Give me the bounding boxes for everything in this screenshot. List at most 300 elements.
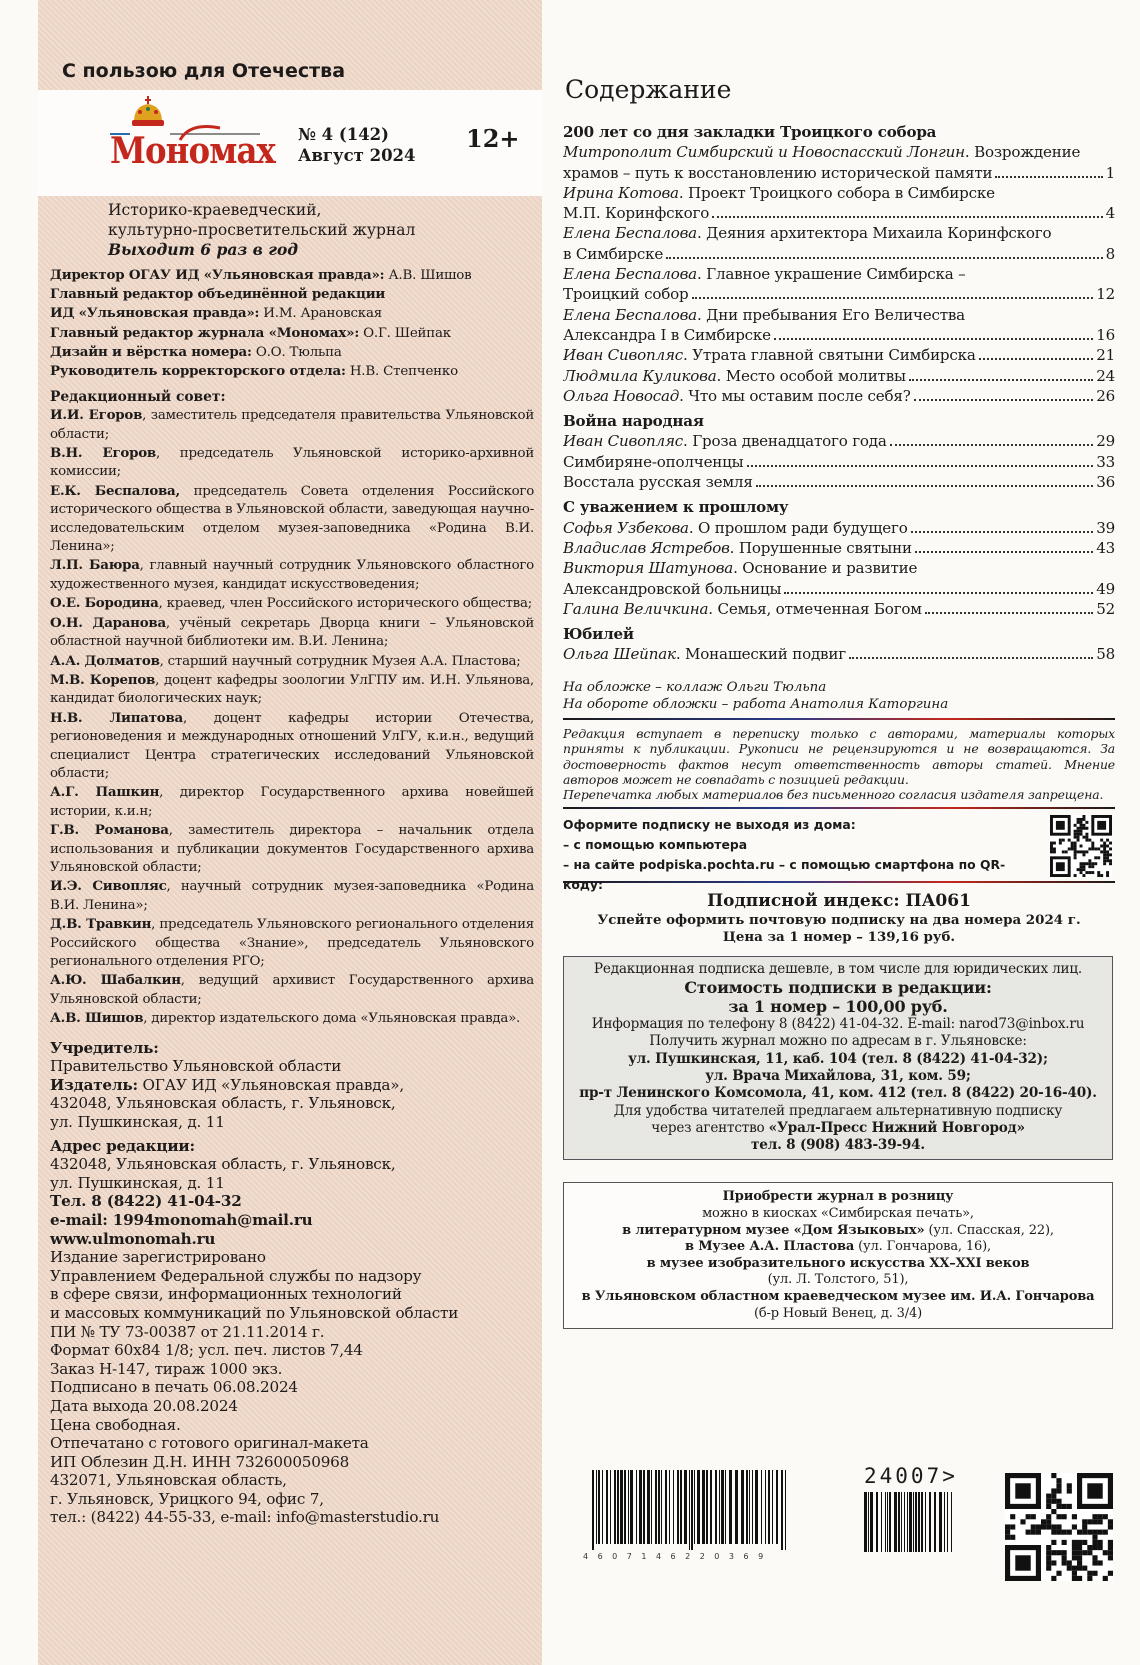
qr-module xyxy=(1092,1571,1097,1576)
qr-module xyxy=(1085,832,1088,835)
qr-module xyxy=(1108,1519,1113,1524)
qr-module xyxy=(1067,1530,1072,1535)
council-member xyxy=(50,1009,534,1028)
leader-dots xyxy=(849,657,1093,659)
council-member xyxy=(50,671,534,709)
barcode-bar xyxy=(661,1470,662,1544)
retail-venue: в литературном музее «Дом Языковых» xyxy=(622,1222,925,1238)
toc-article-title: . Монашеский подвиг xyxy=(675,645,846,664)
member-role: председатель Совета отделения Российского исторического общества в Ульяновской области, заведующая научно-исследовательским отделом музея-заповедника «Родина В.И. Ленина»; xyxy=(50,483,535,555)
qr-module xyxy=(1077,1530,1082,1535)
toc-entry-line xyxy=(563,142,1115,162)
subscription-intro: Редакционная подписка дешевле, в том числе для юридических лиц. xyxy=(593,960,1083,977)
qr-module xyxy=(1059,838,1062,841)
qr-module xyxy=(1067,1504,1072,1509)
toc-entry[interactable] xyxy=(563,366,1115,386)
toc-entry[interactable] xyxy=(563,386,1115,406)
toc-page-number: 49 xyxy=(1096,579,1115,598)
toc-article-title: в Симбирске xyxy=(563,244,664,263)
online-subscription-row xyxy=(563,815,1115,892)
qr-module xyxy=(1056,1504,1061,1509)
qr-module xyxy=(1074,824,1077,827)
member-name: М.В. Корепов xyxy=(50,671,156,688)
qr-module xyxy=(1067,1488,1072,1493)
qr-module xyxy=(1091,871,1094,874)
barcode-bar xyxy=(781,1470,783,1550)
qr-module xyxy=(1085,850,1088,853)
divider xyxy=(563,718,1115,720)
staff-role: Директор ОГАУ ИД «Ульяновская правда»: xyxy=(50,267,385,283)
barcode-bar xyxy=(658,1470,660,1544)
founder-label: Учредитель: xyxy=(50,1038,159,1057)
qr-module xyxy=(1100,844,1103,847)
toc-article-title: . Место особой молитвы xyxy=(716,366,906,385)
imprint-line: 432071, Ульяновская область, xyxy=(50,1471,287,1490)
qr-module xyxy=(1088,847,1091,850)
staff-row xyxy=(50,362,534,381)
member-role: , старший научный сотрудник Музея А.А. Пластова; xyxy=(159,653,521,669)
toc-page-number: 4 xyxy=(1105,204,1115,223)
leader-dots xyxy=(692,297,1094,299)
toc-entry-line xyxy=(563,264,1115,284)
subscription-price: за 1 номер – 100,00 руб. xyxy=(728,997,948,1017)
toc-entry[interactable] xyxy=(563,558,1115,599)
barcode-bar xyxy=(651,1470,652,1544)
toc-entry-line xyxy=(563,305,1115,325)
toc-entry[interactable] xyxy=(563,644,1115,664)
qr-module xyxy=(1103,856,1106,859)
council-member xyxy=(50,444,534,482)
publisher-address: 432048, Ульяновская область, г. Ульяновск, xyxy=(50,1094,396,1113)
leader-dots xyxy=(756,485,1094,487)
leader-dots xyxy=(925,612,1093,614)
toc-page-number: 21 xyxy=(1096,346,1115,365)
qr-module xyxy=(1082,865,1085,868)
toc-entry[interactable] xyxy=(563,142,1115,183)
barcode-bar xyxy=(721,1470,724,1544)
qr-module xyxy=(1072,1524,1077,1529)
qr-module xyxy=(1108,1571,1113,1576)
subscription-contact: Информация по телефону 8 (8422) 41-04-32. E-mail: narod73@inbox.ru xyxy=(591,1016,1085,1033)
toc-author: Владислав Ястребов xyxy=(563,538,730,557)
ean-barcode xyxy=(590,1470,790,1550)
qr-module xyxy=(1087,1483,1102,1498)
toc-entry-text xyxy=(563,538,912,558)
issue-date: Август 2024 xyxy=(298,146,416,165)
toc-author: Елена Беспалова xyxy=(563,265,697,284)
qr-module xyxy=(1080,865,1083,868)
addon-number: 24007> xyxy=(864,1464,958,1488)
qr-module xyxy=(1074,835,1077,838)
qr-module xyxy=(1088,865,1091,868)
barcode-bar xyxy=(620,1470,623,1544)
qr-module xyxy=(1092,1555,1097,1560)
qr-module xyxy=(1051,1499,1056,1504)
member-role: , директор издательского дома «Ульяновская правда». xyxy=(143,1011,521,1027)
qr-module xyxy=(1092,1530,1097,1535)
toc-entry[interactable] xyxy=(563,599,1115,619)
qr-module xyxy=(1046,1560,1051,1565)
qr-module xyxy=(1059,841,1062,844)
toc-entry[interactable] xyxy=(563,183,1115,224)
barcode-bar xyxy=(887,1492,888,1552)
qr-code-icon xyxy=(1005,1473,1113,1581)
qr-code-icon[interactable] xyxy=(1050,815,1112,877)
qr-module xyxy=(1108,1545,1113,1550)
member-role: , доцент кафедры зоологии УлГПУ им. И.Н. Ульянова, кандидат биологических наук; xyxy=(50,672,534,707)
barcode-bar xyxy=(918,1492,920,1552)
member-role: , краевед, член Российского исторического общества; xyxy=(158,596,532,612)
qr-module xyxy=(1062,1504,1067,1509)
toc-article-title: . О прошлом ради будущего xyxy=(688,518,908,537)
toc-author: Ольга Новосад xyxy=(563,386,680,405)
postal-price: Цена за 1 номер – 139,16 руб. xyxy=(722,928,956,945)
barcode-bar xyxy=(614,1470,616,1544)
qr-module xyxy=(1050,847,1053,850)
qr-module xyxy=(1074,841,1077,844)
toc-entry-text xyxy=(563,452,744,472)
alt-subscription-agency-row xyxy=(566,1120,1110,1137)
leader-dots xyxy=(914,399,1094,401)
toc-article-title: Восстала русская земля xyxy=(563,473,753,492)
toc-entry[interactable] xyxy=(563,305,1115,346)
qr-module xyxy=(1067,1483,1072,1488)
qr-module xyxy=(1098,1519,1103,1524)
qr-module xyxy=(1080,871,1083,874)
toc-page-number: 1 xyxy=(1105,163,1115,182)
barcode-bar xyxy=(691,1470,693,1550)
qr-module xyxy=(1062,1530,1067,1535)
qr-module xyxy=(1092,1560,1097,1565)
qr-module xyxy=(1056,1550,1061,1555)
qr-module xyxy=(1103,853,1106,856)
council-member xyxy=(50,406,534,444)
qr-module xyxy=(1087,1519,1092,1524)
retail-venue: в Ульяновском областном краеведческом музее им. И.А. Гончарова xyxy=(581,1288,1095,1304)
barcode-bar xyxy=(876,1492,878,1552)
qr-module xyxy=(1056,1524,1061,1529)
toc-entry-text xyxy=(563,366,906,386)
postal-index xyxy=(563,891,1115,946)
qr-module xyxy=(1050,844,1053,847)
qr-module xyxy=(1103,1550,1108,1555)
qr-module xyxy=(1100,850,1103,853)
council-member xyxy=(50,652,534,671)
toc-entry-line xyxy=(563,244,1115,264)
pickup-address: пр-т Ленинского Комсомола, 41, ком. 412 (тел. 8 (8422) 20-16-40). xyxy=(579,1085,1097,1102)
barcode-bar xyxy=(913,1492,914,1552)
retail-address: (ул. Гончарова, 16), xyxy=(854,1239,992,1255)
qr-module xyxy=(1098,1545,1103,1550)
barcode-bar xyxy=(868,1492,869,1552)
qr-module xyxy=(1077,868,1080,871)
toc-page-number: 52 xyxy=(1096,599,1115,618)
qr-module xyxy=(1026,1530,1031,1535)
imprint-line: в сфере связи, информационных технологий xyxy=(50,1285,402,1304)
publisher-label: Издатель: xyxy=(50,1075,138,1094)
barcode-bar xyxy=(630,1470,633,1544)
qr-module xyxy=(1067,1560,1072,1565)
toc-entry-line xyxy=(563,223,1115,243)
qr-module xyxy=(1062,1514,1067,1519)
toc-entry[interactable] xyxy=(563,431,1115,451)
qr-module xyxy=(1077,830,1080,833)
barcode-bar xyxy=(870,1492,873,1552)
qr-module xyxy=(1088,838,1091,841)
qr-module xyxy=(1051,1530,1056,1535)
monomakh-logo xyxy=(110,96,275,192)
toc-entry[interactable] xyxy=(563,518,1115,538)
qr-module xyxy=(1109,841,1112,844)
barcode-bar xyxy=(761,1470,762,1544)
imprint-line: Отпечатано с готового оригинал-макета xyxy=(50,1434,369,1453)
toc-entry-line xyxy=(563,644,1115,664)
qr-module xyxy=(1074,850,1077,853)
qr-module xyxy=(1097,874,1100,877)
qr-module xyxy=(1051,1524,1056,1529)
qr-module xyxy=(1074,830,1077,833)
barcode-bar xyxy=(752,1470,753,1544)
barcode-bar xyxy=(925,1492,926,1552)
staff-row xyxy=(50,266,534,285)
qr-module xyxy=(1077,827,1080,830)
barcode-bar xyxy=(735,1470,738,1544)
qr-module xyxy=(1097,847,1100,850)
qr-module xyxy=(1051,1494,1056,1499)
qr-module xyxy=(1050,841,1053,844)
qr-module xyxy=(1109,862,1112,865)
qr-module xyxy=(1072,1571,1077,1576)
barcode-bar xyxy=(624,1470,626,1544)
qr-module xyxy=(1082,1530,1087,1535)
qr-module xyxy=(1106,871,1109,874)
qr-module xyxy=(1062,1540,1067,1545)
toc-article-title: . Гроза двенадцатого года xyxy=(683,432,887,451)
toc-article-title: . Семья, отмеченная Богом xyxy=(708,599,922,618)
toc-entry-line xyxy=(563,386,1115,406)
member-role: , научный сотрудник музея-заповедника «Родина В.И. Ленина»; xyxy=(50,879,535,913)
member-role: , ведущий архивист Государственного архива Ульяновской области; xyxy=(50,973,534,1007)
barcode-bar xyxy=(636,1470,637,1544)
toc-author: Софья Узбекова xyxy=(563,518,689,537)
qr-module xyxy=(1088,862,1091,865)
leader-dots xyxy=(995,176,1102,178)
qr-module xyxy=(1087,1530,1092,1535)
member-role: , директор Государственного архива новейшей истории, к.и.н; xyxy=(50,785,534,819)
qr-module xyxy=(1100,874,1103,877)
toc-article-title: . Основание и развитие xyxy=(733,559,918,578)
toc-section-title: С уважением к прошлому xyxy=(563,498,789,517)
qr-module xyxy=(1077,818,1080,821)
qr-module xyxy=(1082,853,1085,856)
alt-prefix: через агентство xyxy=(651,1119,769,1136)
member-role: , председатель Ульяновского регионального отделения Российского общества «Знание», председатель Ульяновского регионального отделения РГО; xyxy=(50,917,534,969)
imprint-line: Формат 60х84 1/8; усл. печ. листов 7,44 xyxy=(50,1341,363,1360)
leader-dots xyxy=(774,338,1093,340)
qr-module xyxy=(1074,853,1077,856)
qr-module xyxy=(1020,1519,1025,1524)
qr-module xyxy=(1108,1524,1113,1529)
staff-row xyxy=(50,304,534,323)
toc-entry-line xyxy=(563,325,1115,345)
barcode-bar xyxy=(749,1470,750,1544)
staff-list xyxy=(50,266,534,381)
qr-module xyxy=(1068,847,1071,850)
toc-author: Ольга Шейпак xyxy=(563,645,676,664)
qr-module xyxy=(1074,844,1077,847)
council-title: Редакционный совет: xyxy=(50,389,226,406)
qr-module xyxy=(1067,1566,1072,1571)
leader-dots xyxy=(979,358,1094,360)
qr-module xyxy=(1082,815,1085,818)
website-link[interactable]: www.ulmonomah.ru xyxy=(50,1229,216,1248)
staff-role: ИД «Ульяновская правда»: xyxy=(50,305,260,322)
qr-module xyxy=(1056,1488,1061,1493)
barcode-bar xyxy=(746,1470,748,1544)
barcode-bar xyxy=(655,1470,657,1544)
qr-module xyxy=(1097,821,1106,830)
toc-entry-text xyxy=(563,386,911,406)
member-name: Е.К. Беспалова, xyxy=(50,482,180,499)
toc-author: Елена Беспалова xyxy=(563,305,697,324)
staff-row xyxy=(50,285,534,304)
qr-module xyxy=(1036,1530,1041,1535)
barcode-bar xyxy=(951,1492,952,1552)
online-subscription-line[interactable]: – на сайте podpiska.pochta.ru – с помощью смартфона по QR-коду: xyxy=(563,856,1006,892)
qr-module xyxy=(1103,1514,1108,1519)
imprint-line: Заказ Н-147, тираж 1000 экз. xyxy=(50,1359,283,1378)
leader-dots xyxy=(666,257,1103,259)
barcode-bar xyxy=(885,1492,886,1552)
publisher-address: ул. Пушкинская, д. 11 xyxy=(50,1113,225,1131)
staff-name: О.О. Тюльпа xyxy=(255,344,342,360)
qr-module xyxy=(1092,1519,1097,1524)
council-member xyxy=(50,594,534,613)
toc-article-title: храмов – путь к восстановлению исторической памяти xyxy=(563,163,993,182)
qr-module xyxy=(1062,1550,1067,1555)
qr-module xyxy=(1085,862,1088,865)
toc-entry[interactable] xyxy=(563,472,1115,492)
leader-dots xyxy=(909,379,1093,381)
barcode-bar xyxy=(719,1470,720,1544)
qr-module xyxy=(1053,841,1056,844)
qr-module xyxy=(1010,1535,1015,1540)
editorial-notice xyxy=(563,726,1115,803)
left-column-content xyxy=(50,266,534,1527)
qr-module xyxy=(1108,1555,1113,1560)
member-name: Н.В. Липатова xyxy=(50,709,183,726)
barcode-bar xyxy=(907,1492,908,1552)
toc-article-title: . Что мы оставим после себя? xyxy=(679,386,911,405)
member-name: Д.В. Травкин xyxy=(50,916,152,933)
qr-module xyxy=(1082,824,1085,827)
retail-venue: в Музее А.А. Пластова xyxy=(684,1239,855,1255)
description-line: Историко-краеведческий, xyxy=(108,201,322,219)
publisher-row xyxy=(50,1076,534,1095)
staff-row xyxy=(50,324,534,343)
toc-page-number: 8 xyxy=(1105,244,1115,263)
qr-module xyxy=(1072,1514,1077,1519)
member-role: , председатель Ульяновской историко-архивной комиссии; xyxy=(50,446,534,480)
qr-module xyxy=(1108,1550,1113,1555)
toc-entry[interactable] xyxy=(563,538,1115,558)
member-name: А.Г. Пашкин xyxy=(50,784,160,801)
editorial-email[interactable]: e-mail: 1994monomah@mail.ru xyxy=(50,1210,313,1229)
imprint-line: Издание зарегистрировано xyxy=(50,1248,266,1267)
qr-module xyxy=(1087,1545,1092,1550)
toc-entry-line xyxy=(563,472,1115,492)
qr-module xyxy=(1094,856,1097,859)
toc-section-title: Юбилей xyxy=(563,625,634,644)
toc-author: Галина Величкина xyxy=(563,599,709,618)
barcode-bar xyxy=(602,1470,603,1544)
barcode-bar xyxy=(934,1492,936,1552)
qr-module xyxy=(1103,859,1106,862)
qr-module xyxy=(1062,850,1065,853)
member-name: И.И. Егоров xyxy=(50,407,143,424)
barcode-bar xyxy=(647,1470,650,1544)
qr-module xyxy=(1050,850,1053,853)
member-role: , главный научный сотрудник Ульяновского областного художественного музея, кандидат искусствоведения; xyxy=(50,558,534,592)
toc-title: Содержание xyxy=(565,75,732,104)
toc-page-number: 39 xyxy=(1096,518,1115,537)
barcode-bar xyxy=(939,1492,942,1552)
council-member xyxy=(50,971,534,1009)
masthead xyxy=(38,90,542,196)
qr-module xyxy=(1080,850,1083,853)
staff-name: Н.В. Степченко xyxy=(349,364,458,380)
qr-module xyxy=(1085,835,1088,838)
qr-module xyxy=(1041,1519,1046,1524)
imprint-line: Подписано в печать 06.08.2024 xyxy=(50,1378,298,1397)
qr-module xyxy=(1077,835,1080,838)
leader-dots xyxy=(784,592,1093,594)
toc-article-title: . Проект Троицкого собора в Симбирске xyxy=(678,183,995,202)
toc-entry[interactable] xyxy=(563,452,1115,472)
qr-module xyxy=(1106,850,1109,853)
qr-module xyxy=(1082,862,1085,865)
barcode-bar xyxy=(755,1470,758,1544)
qr-module xyxy=(1046,1494,1051,1499)
barcode-bar xyxy=(610,1470,611,1544)
qr-module xyxy=(1103,847,1106,850)
barcode-bar xyxy=(725,1470,726,1544)
barcode-bar xyxy=(684,1470,687,1544)
barcode-bar xyxy=(702,1470,705,1544)
toc-article-title: . Деяния архитектора Михаила Коринфского xyxy=(696,224,1052,243)
member-name: А.Ю. Шабалкин xyxy=(50,972,181,989)
toc-entry-line xyxy=(563,163,1115,183)
toc-page-number: 58 xyxy=(1096,645,1115,664)
barcode-bar xyxy=(909,1492,912,1552)
qr-module xyxy=(1106,856,1109,859)
qr-module xyxy=(1062,1560,1067,1565)
qr-module xyxy=(1051,1550,1056,1555)
toc-entry[interactable] xyxy=(563,223,1115,264)
logo-wordmark: Мономах xyxy=(110,130,275,172)
toc-article-title: Симбиряне-ополченцы xyxy=(563,452,744,471)
qr-module xyxy=(1097,856,1100,859)
toc-entry-line xyxy=(563,203,1115,223)
qr-module xyxy=(1077,1555,1082,1560)
toc-page-number: 26 xyxy=(1096,386,1115,405)
qr-module xyxy=(1109,847,1112,850)
toc-entry[interactable] xyxy=(563,345,1115,365)
imprint-line: г. Ульяновск, Урицкого 94, офис 7, xyxy=(50,1489,324,1508)
toc-entry[interactable] xyxy=(563,264,1115,305)
staff-name: А.В. Шишов xyxy=(388,268,472,283)
table-of-contents xyxy=(563,122,1115,665)
